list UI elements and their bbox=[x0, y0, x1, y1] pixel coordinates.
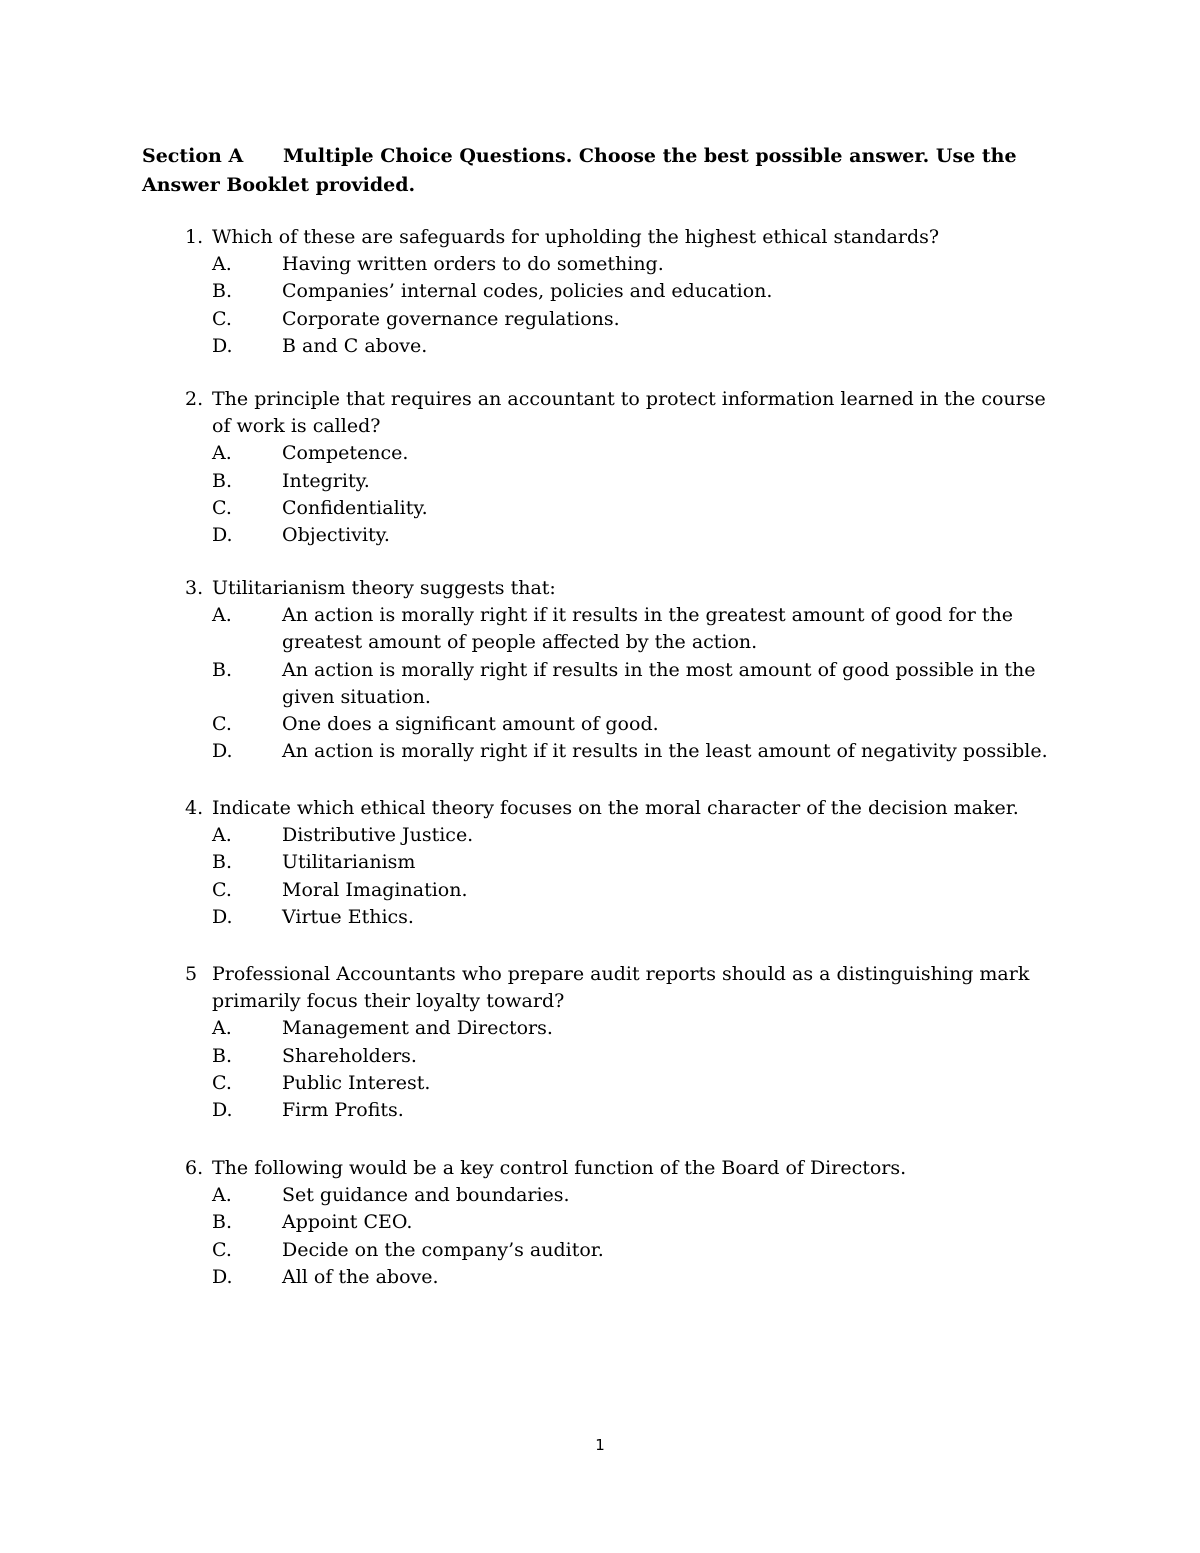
question-text: Indicate which ethical theory focuses on the moral character of the decision maker. bbox=[212, 797, 1019, 819]
option-text: Firm Profits. bbox=[282, 1099, 404, 1122]
option-text: An action is morally right if it results in the greatest amount of good for the greatest amount of people affected by the action. bbox=[282, 604, 1014, 654]
option-letter: D. bbox=[212, 1265, 233, 1288]
option-letter: A. bbox=[212, 1017, 232, 1040]
question-number: 5 bbox=[185, 963, 198, 985]
question-number: 6. bbox=[185, 1157, 204, 1179]
option-text: Moral Imagination. bbox=[282, 878, 468, 901]
option-text: Integrity. bbox=[282, 469, 370, 492]
option-d bbox=[185, 1097, 1065, 1124]
question-text: The principle that requires an accountant to protect information learned in the course of work is called? bbox=[212, 388, 1046, 438]
option-text: B and C above. bbox=[282, 334, 428, 357]
option-d bbox=[185, 333, 1065, 360]
section-instructions: Multiple Choice Questions. Choose the best possible answer. Use the Answer Booklet provided. bbox=[142, 145, 1017, 196]
option-text: Management and Directors. bbox=[282, 1017, 553, 1040]
option-c bbox=[185, 877, 1065, 904]
option-a bbox=[185, 440, 1065, 467]
option-text: Objectivity. bbox=[282, 524, 390, 547]
question-5 bbox=[185, 961, 1065, 1124]
section-header bbox=[142, 142, 1062, 200]
question-1 bbox=[185, 224, 1065, 360]
option-text: Utilitarianism bbox=[282, 851, 416, 874]
option-a bbox=[185, 602, 1065, 656]
question-number: 1. bbox=[185, 226, 204, 248]
option-c bbox=[185, 711, 1065, 738]
option-letter: B. bbox=[212, 1211, 233, 1234]
option-letter: B. bbox=[212, 280, 233, 303]
section-label: Section A bbox=[142, 145, 244, 167]
option-text: Competence. bbox=[282, 442, 409, 465]
option-text: Appoint CEO. bbox=[282, 1211, 413, 1234]
option-b bbox=[185, 657, 1065, 711]
question-text: The following would be a key control function of the Board of Directors. bbox=[212, 1157, 907, 1179]
option-letter: D. bbox=[212, 1099, 233, 1122]
question-text: Professional Accountants who prepare audit reports should as a distinguishing mark primarily focus their loyalty toward? bbox=[212, 963, 1030, 1013]
option-letter: C. bbox=[212, 1071, 232, 1094]
option-c bbox=[185, 495, 1065, 522]
option-a bbox=[185, 251, 1065, 278]
option-text: Set guidance and boundaries. bbox=[282, 1184, 570, 1207]
question-number: 4. bbox=[185, 797, 204, 819]
option-b bbox=[185, 1209, 1065, 1236]
option-letter: B. bbox=[212, 469, 233, 492]
option-letter: B. bbox=[212, 658, 233, 681]
option-a bbox=[185, 1015, 1065, 1042]
option-b bbox=[185, 468, 1065, 495]
option-text: Having written orders to do something. bbox=[282, 253, 664, 276]
option-letter: B. bbox=[212, 1044, 233, 1067]
page-number: 1 bbox=[595, 1436, 605, 1454]
option-letter: D. bbox=[212, 905, 233, 928]
option-d bbox=[185, 1264, 1065, 1291]
option-a bbox=[185, 1182, 1065, 1209]
option-letter: A. bbox=[212, 1184, 232, 1207]
option-letter: D. bbox=[212, 334, 233, 357]
option-c bbox=[185, 1070, 1065, 1097]
option-text: Public Interest. bbox=[282, 1071, 431, 1094]
question-2 bbox=[185, 386, 1065, 549]
option-d bbox=[185, 522, 1065, 549]
option-c bbox=[185, 1237, 1065, 1264]
option-letter: C. bbox=[212, 878, 232, 901]
option-d bbox=[185, 904, 1065, 931]
option-c bbox=[185, 306, 1065, 333]
question-number: 3. bbox=[185, 577, 204, 599]
option-text: All of the above. bbox=[282, 1265, 439, 1288]
option-letter: C. bbox=[212, 496, 232, 519]
option-b bbox=[185, 1043, 1065, 1070]
option-letter: C. bbox=[212, 1238, 232, 1261]
option-letter: A. bbox=[212, 253, 232, 276]
option-text: Companies’ internal codes, policies and education. bbox=[282, 280, 773, 303]
option-a bbox=[185, 822, 1065, 849]
question-text: Which of these are safeguards for upholding the highest ethical standards? bbox=[212, 226, 940, 248]
option-text: Distributive Justice. bbox=[282, 824, 474, 847]
option-letter: C. bbox=[212, 307, 232, 330]
question-text: Utilitarianism theory suggests that: bbox=[212, 577, 556, 599]
option-text: Confidentiality. bbox=[282, 496, 428, 519]
option-letter: D. bbox=[212, 740, 233, 763]
question-4 bbox=[185, 795, 1065, 931]
option-letter: D. bbox=[212, 524, 233, 547]
option-letter: C. bbox=[212, 713, 232, 736]
option-text: An action is morally right if it results in the least amount of negativity possible. bbox=[282, 740, 1048, 763]
option-letter: A. bbox=[212, 824, 232, 847]
option-text: Virtue Ethics. bbox=[282, 905, 414, 928]
option-letter: B. bbox=[212, 851, 233, 874]
option-text: Corporate governance regulations. bbox=[282, 307, 620, 330]
option-text: An action is morally right if results in the most amount of good possible in the given situation. bbox=[282, 658, 1036, 708]
option-letter: A. bbox=[212, 604, 232, 627]
option-d bbox=[185, 738, 1065, 765]
question-6 bbox=[185, 1155, 1065, 1291]
option-letter: A. bbox=[212, 442, 232, 465]
question-number: 2. bbox=[185, 388, 204, 410]
option-b bbox=[185, 278, 1065, 305]
option-text: One does a significant amount of good. bbox=[282, 713, 659, 736]
option-text: Shareholders. bbox=[282, 1044, 417, 1067]
option-text: Decide on the company’s auditor. bbox=[282, 1238, 604, 1261]
option-b bbox=[185, 849, 1065, 876]
question-3 bbox=[185, 575, 1065, 765]
